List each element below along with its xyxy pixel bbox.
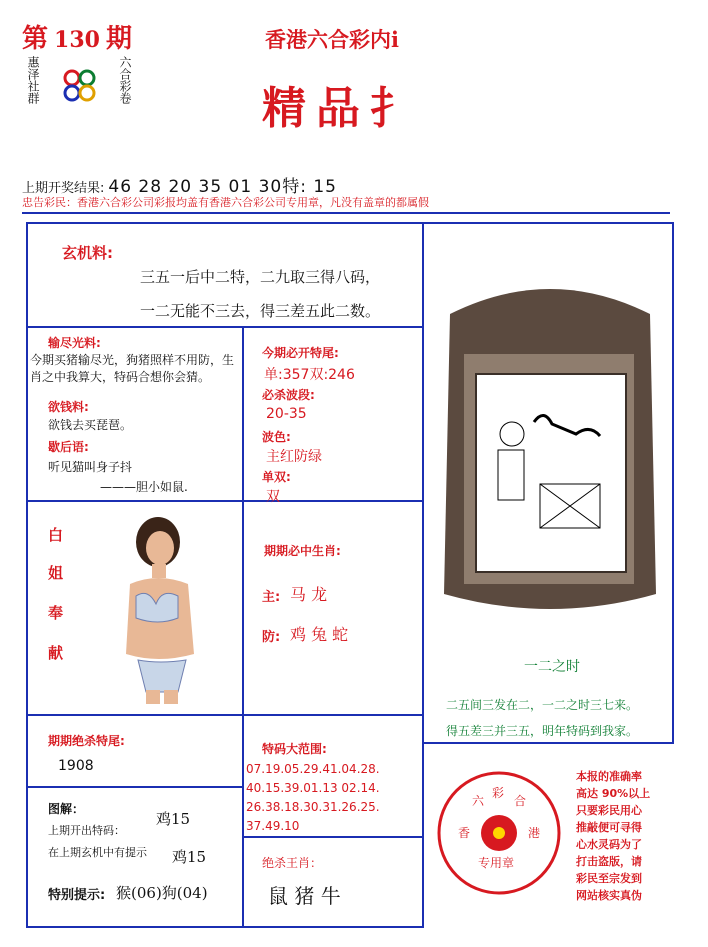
frame-line1: 二五间三发在二，一二之时三七来。 <box>446 698 639 712</box>
tebie-label: 特别提示: <box>48 888 106 903</box>
tujie-row1-value: 鸡15 <box>156 810 191 828</box>
bisha-label: 必杀波段: <box>262 388 315 402</box>
shengxiao-fang-value: 鸡 兔 蛇 <box>290 625 349 644</box>
tujie-row2-value: 鸡15 <box>172 848 207 866</box>
issue-value: 130 <box>54 27 100 53</box>
group-name: 惠泽社群 <box>26 56 40 104</box>
beauty-char-4: 献 <box>48 644 64 662</box>
bikai-value: 单:357双:246 <box>264 367 355 383</box>
grid-row4 <box>26 786 244 788</box>
grid-top <box>26 222 674 224</box>
seal-char-5: 港 <box>528 826 541 840</box>
issue-prefix: 第 <box>22 24 49 54</box>
seal-char-4: 香 <box>458 826 471 840</box>
yuqian-label: 欲钱料: <box>48 400 89 414</box>
frame-caption: 一二之时 <box>524 659 580 675</box>
grid-row1 <box>26 326 424 328</box>
danshuang-value: 双 <box>266 489 280 505</box>
grid-bottom <box>26 926 424 928</box>
xuanji-line2: 一二无能不三去，得三差五此二数。 <box>140 302 381 320</box>
shengxiao-main-label: 主: <box>262 590 281 605</box>
xuanji-line1: 三五一后中二特，二九取三得八码， <box>140 268 381 286</box>
frame-line2: 得五差三并三五，明年特码到我家。 <box>446 724 639 738</box>
ornate-frame-picture <box>430 274 670 634</box>
shengxiao-main-value: 马 龙 <box>290 585 328 604</box>
grid-row2 <box>26 500 424 502</box>
issue-number <box>22 18 132 55</box>
xuanji-label: 玄机料: <box>62 244 113 262</box>
grid-right <box>672 222 674 742</box>
last-result-numbers: 46 28 20 35 01 30特: 15 <box>108 177 337 197</box>
yuqian-text: 欲钱去买琵琶。 <box>48 418 133 432</box>
xiehou-label: 歇后语: <box>48 440 89 454</box>
dafanwei-row-3: 26.38.18.30.31.26.25. <box>246 800 380 814</box>
seal-char-3: 合 <box>514 794 527 808</box>
dafanwei-list <box>246 760 380 836</box>
beauty-char-2: 姐 <box>48 564 64 582</box>
accuracy-note <box>576 768 650 904</box>
brand-title: 香港六合彩内i <box>265 27 399 52</box>
shujin-text: 今期买猪输尽光，狗猪照样不用防，生肖之中我算大，特码合想你会猜。 <box>30 353 235 384</box>
issue-suffix: 期 <box>105 24 132 54</box>
shengxiao-label: 期期必中生肖: <box>264 544 341 558</box>
tebie-value: 猴(06)狗(04) <box>116 884 208 902</box>
accuracy-line-8: 网站核实真伪 <box>576 889 642 902</box>
accuracy-line-5: 心水灵码为了 <box>576 838 642 851</box>
accuracy-line-4: 推敲便可寻得 <box>576 821 642 834</box>
juesha-label: 期期绝杀特尾: <box>48 734 125 748</box>
model-photo <box>102 514 212 704</box>
lottery-name: 六合彩卷 <box>118 56 132 104</box>
seal-char-1: 六 <box>472 794 485 808</box>
dafanwei-row-2: 40.15.39.01.13 02.14. <box>246 781 380 795</box>
shujin-label: 输尽光料: <box>48 336 101 350</box>
bose-label: 波色: <box>262 430 291 444</box>
dafanwei-row-4: 37.49.10 <box>246 819 300 833</box>
grid-row5 <box>242 836 424 838</box>
accuracy-line-1: 本报的准确率 <box>576 770 642 783</box>
header-divider <box>22 212 670 214</box>
danshuang-label: 单双: <box>262 470 291 484</box>
grid-row3 <box>26 714 424 716</box>
seal-char-2: 彩 <box>492 786 505 800</box>
bisha-value: 20-35 <box>266 406 307 422</box>
accuracy-line-7: 彩民至宗发到 <box>576 872 642 885</box>
seal-bottom: 专用章 <box>478 856 515 870</box>
last-result-label: 上期开奖结果: <box>22 181 105 196</box>
tujie-label: 图解： <box>48 802 85 816</box>
dafanwei-label: 特码大范围: <box>262 742 327 756</box>
main-title: 精品扌 <box>262 83 424 134</box>
juesha-value: 1908 <box>58 758 94 774</box>
tujie-row2-label: 在上期玄机中有提示 <box>48 846 147 859</box>
accuracy-line-6: 打击盗版，请 <box>576 855 642 868</box>
warning-text: 忠告彩民：香港六合彩公司彩报均盖有香港六合彩公司专用章，凡没有盖章的都属假 <box>22 196 429 209</box>
accuracy-line-3: 只要彩民用心 <box>576 804 642 817</box>
bikai-label: 今期必开特尾: <box>262 346 339 360</box>
grid-right-row <box>422 742 674 744</box>
accuracy-line-2: 高达 90%以上 <box>576 787 651 800</box>
tujie-row1-label: 上期开出特码： <box>48 824 125 837</box>
bose-value: 主红防绿 <box>266 449 322 465</box>
dafanwei-row-1: 07.19.05.29.41.04.28. <box>246 762 380 776</box>
xiehou-text: 听见猫叫身子抖 <box>48 460 133 474</box>
shengxiao-fang-label: 防: <box>262 630 281 645</box>
beauty-char-3: 奉 <box>48 604 64 622</box>
juesha-wang-value: 鼠 猪 牛 <box>268 884 341 908</box>
juesha-wang-label: 绝杀王肖： <box>262 856 323 870</box>
xiehou-answer: ———胆小如鼠. <box>100 480 188 494</box>
beauty-char-1: 白 <box>48 526 64 544</box>
lottery-logo-icon <box>60 66 100 106</box>
